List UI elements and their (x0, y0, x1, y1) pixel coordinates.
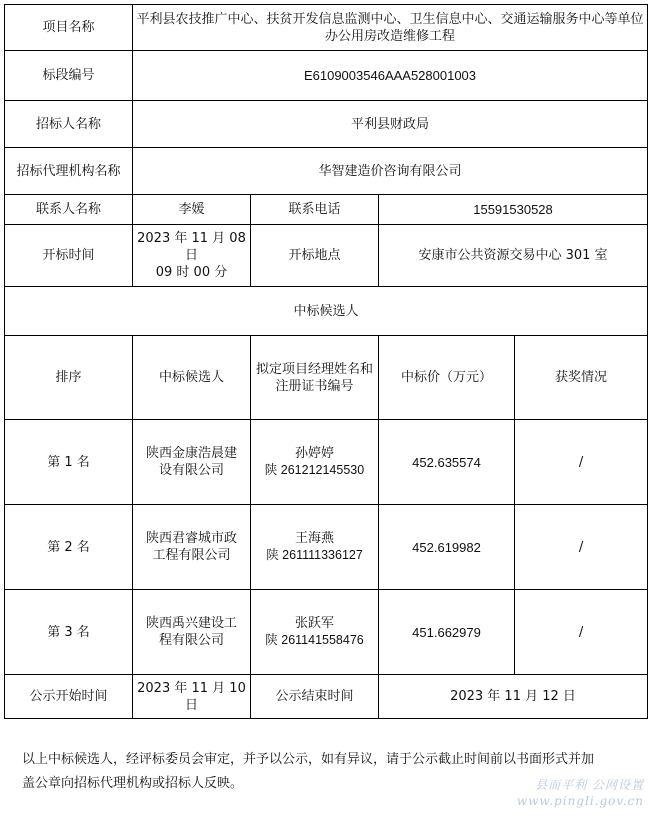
candidate-rank: 第 2 名 (5, 505, 133, 590)
candidate-company-line1: 陕西禹兴建设工 (145, 616, 237, 631)
candidate-awards: / (515, 505, 648, 590)
contact-row (5, 195, 648, 225)
opening-place: 安康市公共资源交易中心 301 室 (379, 225, 648, 287)
tenderer-label: 招标人名称 (5, 101, 133, 148)
candidate-price: 452.635574 (379, 420, 515, 505)
opening-row (5, 225, 648, 287)
header-manager-line2: 注册证书编号 (275, 378, 354, 394)
candidates-title: 中标候选人 (5, 287, 648, 336)
candidate-manager-cert: 陕 261111336127 (266, 548, 363, 562)
publicity-end: 2023 年 11 月 12 日 (379, 675, 648, 719)
candidate-company-line2: 工程有限公司 (152, 548, 231, 563)
objection-note-line2: 盖公章向招标代理机构或招标人反映。 (22, 776, 244, 791)
opening-place-label: 开标地点 (251, 225, 379, 287)
candidate-manager (251, 505, 379, 590)
candidate-manager (251, 420, 379, 505)
header-manager-line1: 拟定项目经理姓名和 (255, 361, 373, 377)
candidate-manager (251, 590, 379, 675)
header-manager (251, 336, 379, 420)
candidate-company (133, 590, 251, 675)
publicity-end-label: 公示结束时间 (251, 675, 379, 719)
contact-name-label: 联系人名称 (5, 195, 133, 225)
header-rank: 排序 (5, 336, 133, 420)
contact-name: 李媛 (133, 195, 251, 225)
bid-result-table (4, 4, 648, 719)
tenderer-value: 平利县财政局 (133, 101, 648, 148)
project-row (5, 5, 648, 51)
project-value: 平利县农技推广中心、扶贫开发信息监测中心、卫生信息中心、交通运输服务中心等单位办公用房改造维修工程 (133, 5, 648, 51)
publicity-start: 2023 年 11 月 10 日 (133, 675, 251, 719)
opening-time-label: 开标时间 (5, 225, 133, 287)
candidate-row (5, 505, 648, 590)
site-watermark (484, 777, 644, 809)
agency-row (5, 148, 648, 195)
candidate-company-line1: 陕西君睿城市政 (145, 531, 237, 546)
candidate-company-line2: 程有限公司 (158, 633, 224, 648)
publicity-row (5, 675, 648, 719)
candidate-price: 451.662979 (379, 590, 515, 675)
publicity-start-label: 公示开始时间 (5, 675, 133, 719)
candidate-company (133, 505, 251, 590)
header-awards: 获奖情况 (515, 336, 648, 420)
opening-time (133, 225, 251, 287)
candidate-price: 452.619982 (379, 505, 515, 590)
lot-row (5, 51, 648, 101)
header-price: 中标价（万元） (379, 336, 515, 420)
candidate-manager-name: 王海燕 (294, 531, 334, 546)
candidate-manager-cert: 陕 261141558476 (265, 633, 364, 647)
candidate-manager-cert: 陕 261212145530 (264, 463, 365, 477)
opening-time-hour: 09 时 00 分 (155, 265, 228, 280)
tenderer-row (5, 101, 648, 148)
candidates-header-row (5, 336, 648, 420)
lot-label: 标段编号 (5, 51, 133, 101)
objection-note-line1: 以上中标候选人，经评标委员会审定，并予以公示，如有异议，请于公示截止时间前以书面形式并加 (22, 752, 595, 767)
candidate-awards: / (515, 420, 648, 505)
watermark-url: www.pingli.gov.cn (516, 794, 644, 808)
candidate-rank: 第 3 名 (5, 590, 133, 675)
candidate-awards: / (515, 590, 648, 675)
candidate-rank: 第 1 名 (5, 420, 133, 505)
candidate-row (5, 590, 648, 675)
candidate-row (5, 420, 648, 505)
candidates-title-row (5, 287, 648, 336)
candidate-manager-name: 孙婷婷 (294, 446, 334, 461)
candidate-company-line2: 设有限公司 (158, 463, 224, 478)
agency-value: 华智建造价咨询有限公司 (133, 148, 648, 195)
watermark-title: 县而平利 公网设置 (535, 778, 644, 792)
project-label: 项目名称 (5, 5, 133, 51)
candidate-manager-name: 张跃军 (294, 616, 334, 631)
header-company: 中标候选人 (133, 336, 251, 420)
lot-value: E6109003546AAA528001003 (133, 51, 648, 101)
contact-phone-label: 联系电话 (251, 195, 379, 225)
contact-phone: 15591530528 (379, 195, 648, 225)
candidate-company (133, 420, 251, 505)
candidate-company-line1: 陕西金康浩晨建 (145, 446, 237, 461)
opening-time-date: 2023 年 11 月 08 日 (137, 231, 246, 263)
agency-label: 招标代理机构名称 (5, 148, 133, 195)
